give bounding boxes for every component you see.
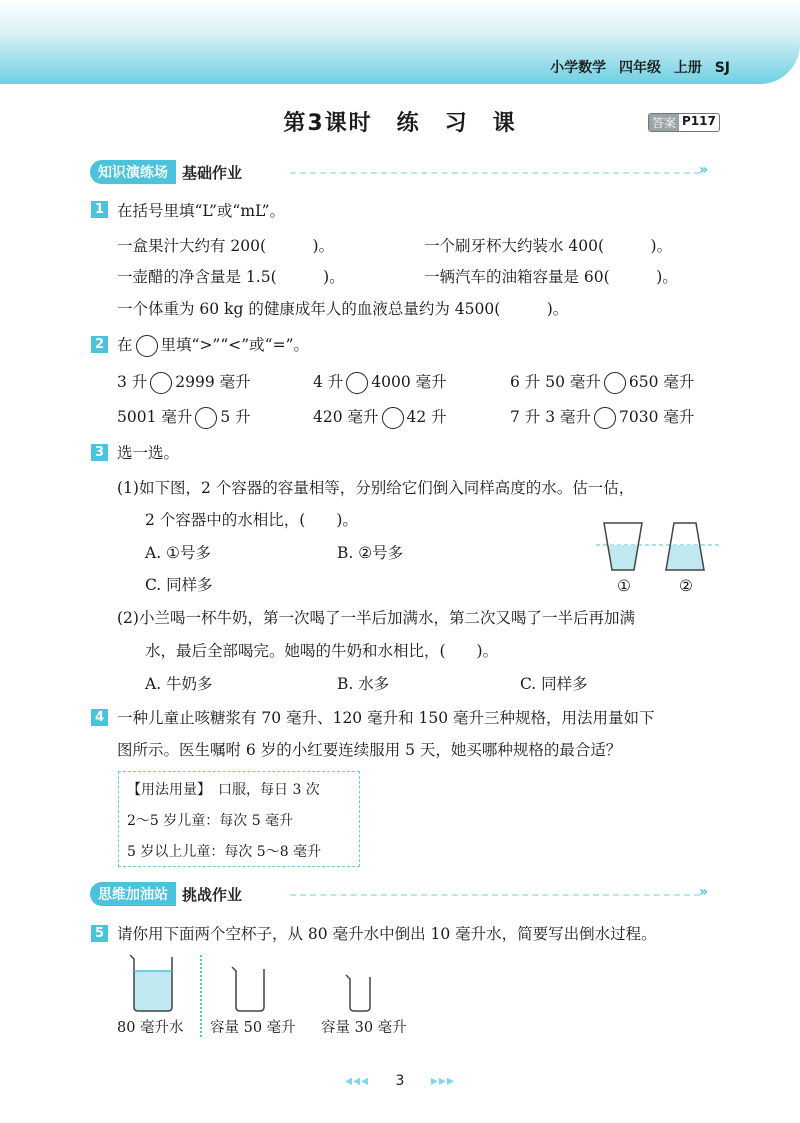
compare-item <box>510 405 694 429</box>
q3-sub2-line2: 水，最后全部喝完。她喝的牛奶和水相比，( )。 <box>145 642 499 660</box>
option-b[interactable]: B. ②号多 <box>337 544 404 562</box>
water-fill-1 <box>608 545 638 570</box>
compare-item <box>117 370 251 394</box>
compare-left: 420 毫升 <box>313 408 379 426</box>
compare-item <box>313 405 447 429</box>
container-label-2: ② <box>679 577 693 595</box>
section-subtitle: 挑战作业 <box>182 885 243 904</box>
cup-label: 容量 50 毫升 <box>210 1020 296 1036</box>
q4-line1: 一种儿童止咳糖浆有 70 毫升、120 毫升和 150 毫升三种规格，用法用量如下 <box>117 709 655 727</box>
answer-circle[interactable] <box>150 372 172 394</box>
option-a[interactable]: A. ①号多 <box>145 544 211 562</box>
answer-tag[interactable] <box>648 113 720 132</box>
compare-right: 650 毫升 <box>628 373 695 391</box>
q2-prompt <box>117 333 309 357</box>
divider-dotted <box>200 955 202 1037</box>
compare-left: 6 升 50 毫升 <box>510 373 601 391</box>
compare-item <box>313 370 447 394</box>
question-number: 5 <box>91 925 108 942</box>
book-info <box>550 57 730 77</box>
answer-circle[interactable] <box>346 372 368 394</box>
option-c[interactable]: C. 同样多 <box>145 576 213 594</box>
section-pill: 知识演练场 <box>90 160 176 184</box>
q4-line2: 图所示。医生嘱咐 6 岁的小红要连续服用 5 天，她买哪种规格的最合适？ <box>117 741 622 759</box>
section-divider <box>290 894 700 896</box>
question-number: 2 <box>91 336 108 353</box>
section-divider <box>290 172 700 174</box>
compare-right: 2999 毫升 <box>175 373 251 391</box>
q5-prompt: 请你用下面两个空杯子，从 80 毫升水中倒出 10 毫升水，简要写出倒水过程。 <box>117 925 657 943</box>
answer-label: 答案 <box>649 114 679 131</box>
answer-page: P117 <box>682 114 716 128</box>
option-a[interactable]: A. 牛奶多 <box>145 675 213 693</box>
book-edition: SJ <box>714 60 730 76</box>
cups-illustration <box>120 953 420 1015</box>
page-number: 3 <box>395 1073 405 1089</box>
page-title: 第3课时 练 习 课 <box>283 111 517 136</box>
q3-sub2-line1: (2)小兰喝一杯牛奶，第一次喝了一半后加满水，第二次又喝了一半后再加满 <box>117 609 635 627</box>
compare-right: 4000 毫升 <box>371 373 447 391</box>
q1-item: 一个体重为 60 kg 的健康成年人的血液总量约为 4500( )。 <box>117 300 569 318</box>
chevron-right-icon: » <box>699 162 709 178</box>
option-c[interactable]: C. 同样多 <box>520 675 588 693</box>
compare-right: 5 升 <box>220 408 251 426</box>
compare-left: 3 升 <box>117 373 148 391</box>
q3-sub1-line2: 2 个容器中的水相比，( )。 <box>145 511 358 529</box>
cup-label: 容量 30 毫升 <box>321 1020 407 1036</box>
circle-blank-icon <box>136 335 158 357</box>
containers-illustration <box>596 515 720 579</box>
book-grade: 四年级 <box>618 60 661 76</box>
book-volume: 上册 <box>673 60 702 76</box>
water-fill <box>134 971 172 1011</box>
compare-left: 4 升 <box>313 373 344 391</box>
section-basic <box>90 160 242 184</box>
compare-right: 42 升 <box>406 408 447 426</box>
answer-circle[interactable] <box>604 372 626 394</box>
section-subtitle: 基础作业 <box>182 163 243 182</box>
answer-circle[interactable] <box>594 407 616 429</box>
cup-label: 80 毫升水 <box>117 1020 184 1036</box>
q2-prompt-post: 里填“>”“<”或“=”。 <box>160 336 310 354</box>
q1-item: 一壶醋的净含量是 1.5( )。 <box>117 268 345 286</box>
usage-line: 2～5 岁儿童：每次 5 毫升 <box>127 813 294 829</box>
compare-left: 5001 毫升 <box>117 408 193 426</box>
chevron-right-icon: » <box>699 884 709 900</box>
cup-50 <box>232 967 264 1011</box>
q3-sub1-line1: (1)如下图，2 个容器的容量相等，分别给它们倒入同样高度的水。估一估， <box>117 479 635 497</box>
q1-item: 一个刷牙杯大约装水 400( )。 <box>424 237 673 255</box>
q1-prompt: 在括号里填“L”或“mL”。 <box>117 202 286 220</box>
answer-circle[interactable] <box>382 407 404 429</box>
usage-box <box>118 771 360 867</box>
prev-page-icon[interactable]: ◂◂◂ <box>344 1073 370 1089</box>
question-number: 4 <box>91 709 108 726</box>
q1-item: 一辆汽车的油箱容量是 60( )。 <box>424 268 678 286</box>
question-number: 3 <box>91 444 108 461</box>
q3-prompt: 选一选。 <box>117 444 180 462</box>
cup-30 <box>346 975 370 1011</box>
answer-circle[interactable] <box>195 407 217 429</box>
compare-item <box>510 370 694 394</box>
next-page-icon[interactable]: ▸▸▸ <box>430 1073 455 1089</box>
compare-left: 7 升 3 毫升 <box>510 408 592 426</box>
water-fill-2 <box>666 545 704 570</box>
compare-right: 7030 毫升 <box>619 408 695 426</box>
compare-item <box>117 405 251 429</box>
footer-nav <box>0 1073 800 1089</box>
container-label-1: ① <box>617 577 631 595</box>
section-challenge <box>90 882 242 906</box>
usage-line: 5 岁以上儿童：每次 5～8 毫升 <box>127 844 322 860</box>
book-subject: 小学数学 <box>550 60 607 76</box>
usage-line: 【用法用量】 口服，每日 3 次 <box>127 782 320 798</box>
question-number: 1 <box>91 201 108 218</box>
option-b[interactable]: B. 水多 <box>337 675 390 693</box>
q2-prompt-pre: 在 <box>117 336 133 354</box>
section-pill: 思维加油站 <box>90 882 176 906</box>
q1-item: 一盒果汁大约有 200( )。 <box>117 237 335 255</box>
